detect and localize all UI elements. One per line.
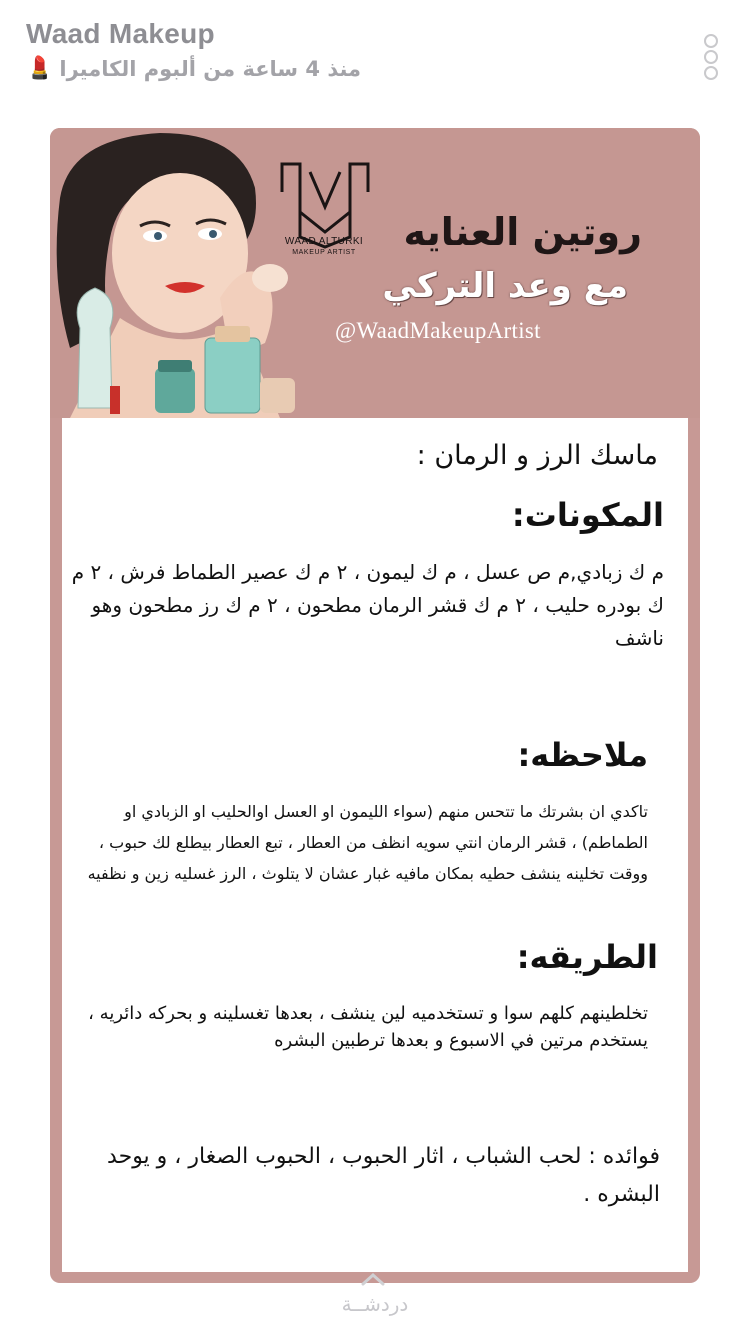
logo-tagline: MAKEUP ARTIST (292, 249, 356, 256)
more-vertical-icon[interactable] (704, 34, 720, 74)
note-text: تاكدي ان بشرتك ما تتحس منهم (سواء الليمون او العسل اوالحليب او الزبادي او الطماطم) ، قشر الرمان انتي سويه انظف من العطار ، تبع العطار بيطلع لك حبوب ، ووقت تخلينه ينشف حطيه بمكان مافيه غبار عشان لا يتلوث ، الرز غسليه زين و نظفيه (87, 802, 648, 883)
story-card (50, 128, 700, 1283)
chat-label[interactable]: دردشــة (341, 1292, 409, 1316)
story-subtitle (26, 56, 361, 81)
banner-subtitle: مع وعد التركي (382, 266, 628, 306)
method-text: تخلطينهم كلهم سوا و تستخدميه لين ينشف ، بعدها تغسلينه و بحركه دائريه ، يستخدم مرتين في الاسبوع و بعدها ترطبين البشره (88, 1003, 648, 1051)
ingredients-heading: المكونات: (511, 496, 664, 534)
method-heading: الطريقه: (516, 938, 658, 976)
banner-title: روتين العنايه (403, 210, 642, 254)
recipe-title: ماسك الرز و الرمان : (416, 440, 658, 471)
chat-hint[interactable] (0, 1270, 750, 1334)
recipe-panel (62, 418, 688, 1272)
user-name[interactable]: Waad Makeup (26, 18, 215, 49)
logo-name: WAAD ALTURKI (284, 236, 364, 247)
banner (50, 128, 700, 418)
note-heading: ملاحظه: (517, 736, 648, 774)
story-time-source: منذ 4 ساعة من ألبوم الكاميرا (59, 56, 362, 81)
lipstick-icon: 💄 (26, 56, 54, 81)
chevron-up-icon[interactable] (361, 1272, 385, 1286)
benefits-text: فوائده : لحب الشباب ، اثار الحبوب ، الحبوب الصغار ، و يوحد البشره . (107, 1144, 660, 1207)
instagram-handle: @WaadMakeupArtist (335, 318, 541, 343)
ingredients-text: م ك زبادي,م ص عسل ، م ك ليمون ، ٢ م ك عصير الطماط فرش ، ٢ م ك بودره حليب ، ٢ م ك قشر الرمان مطحون ، ٢ م ك رز مطحون وهو ناشف (71, 560, 664, 650)
story-header (0, 0, 750, 100)
